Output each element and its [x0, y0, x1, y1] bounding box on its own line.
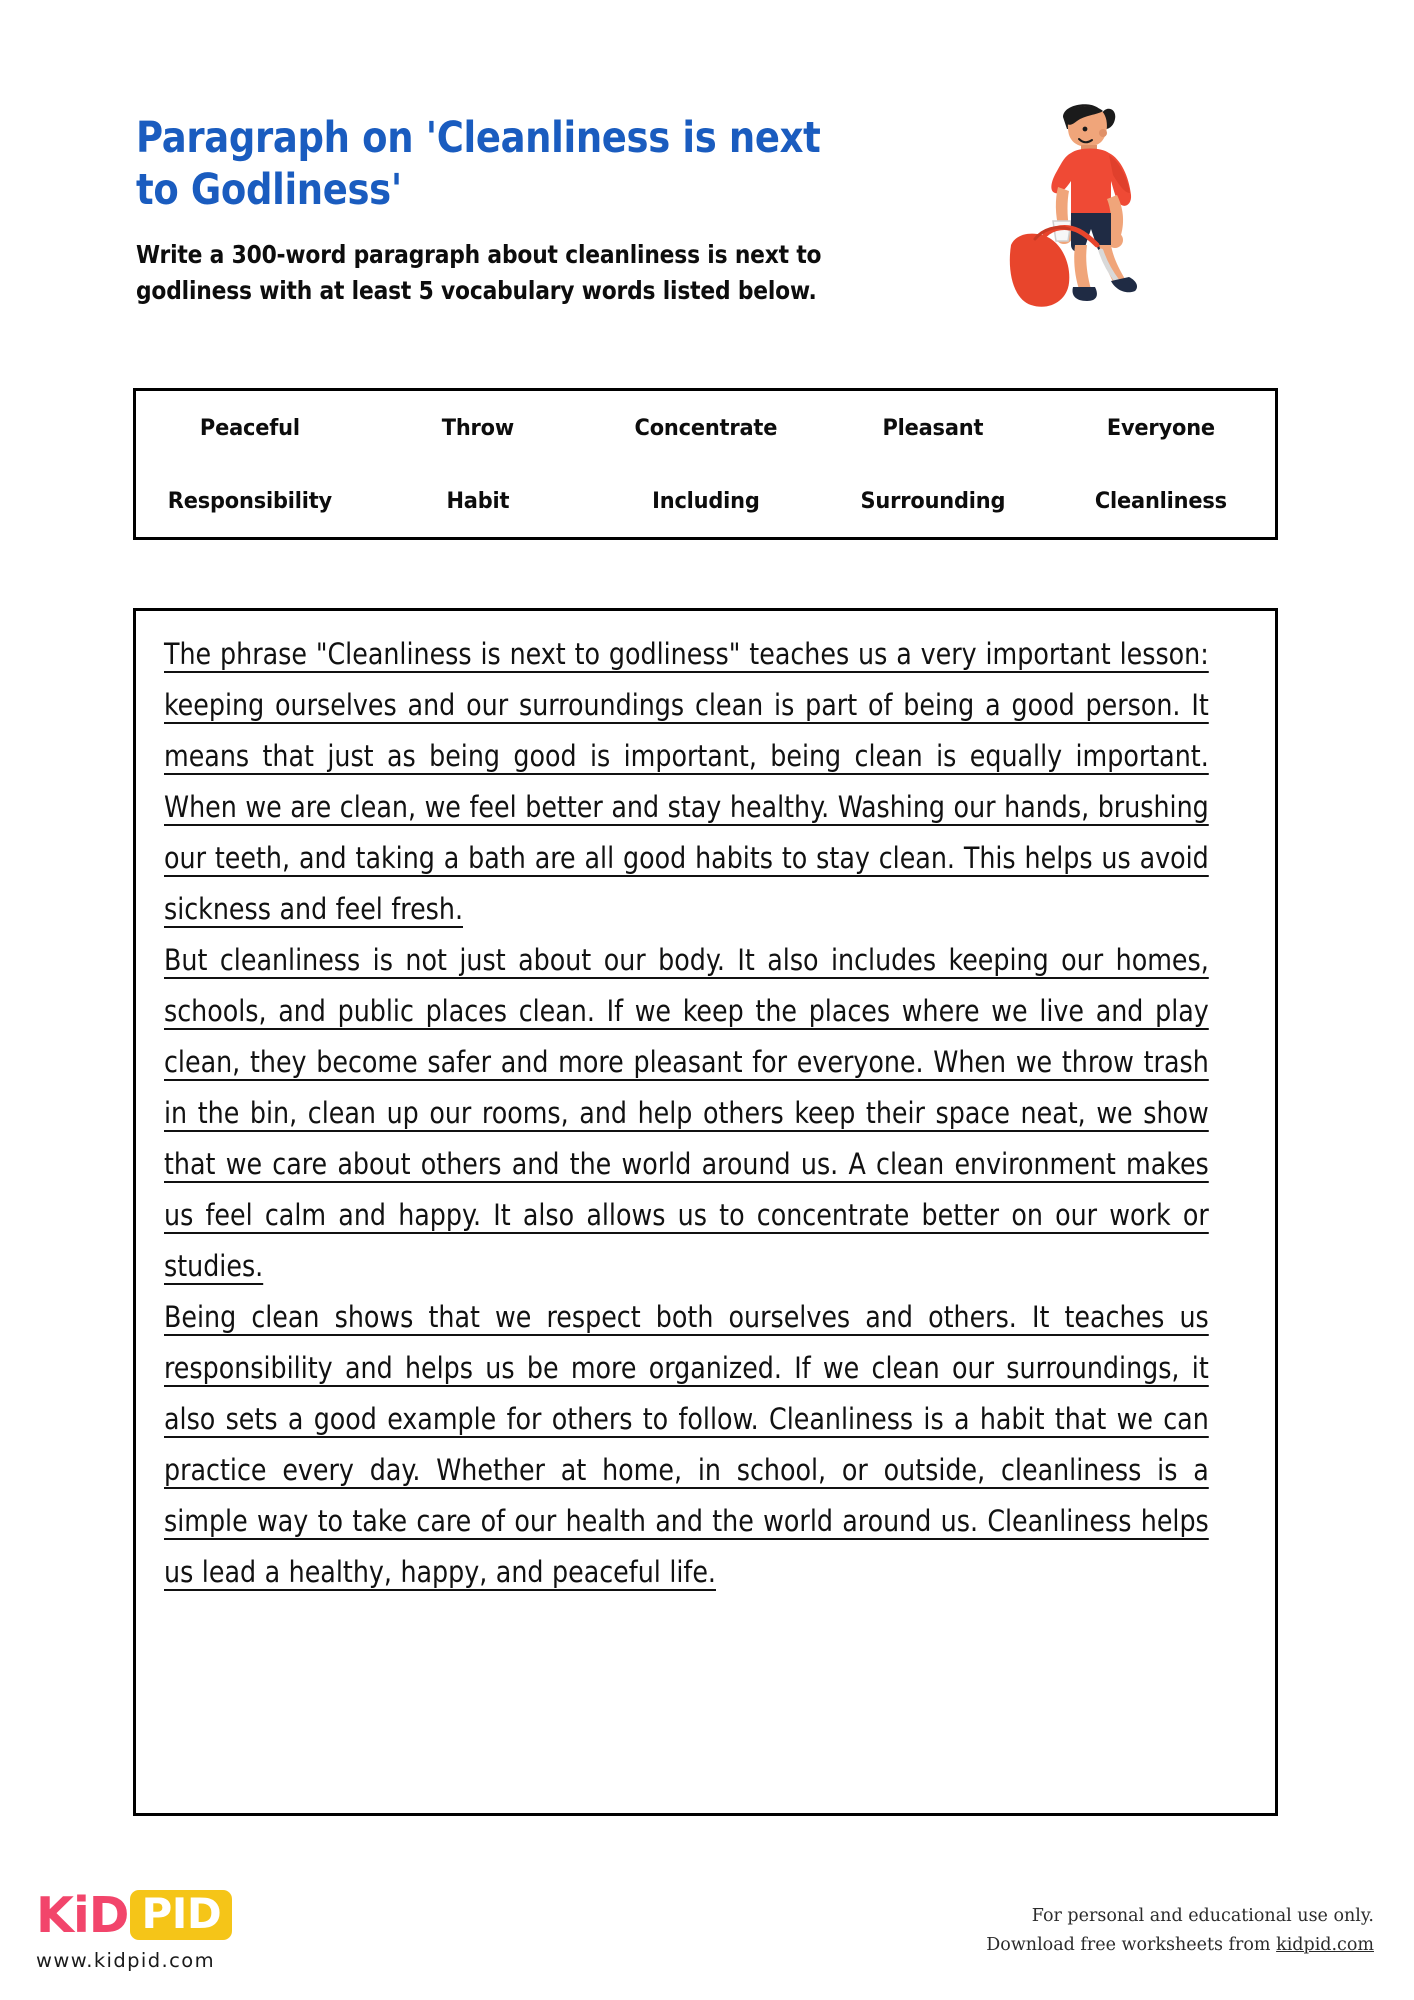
vocabulary-word: Cleanliness	[1095, 487, 1228, 514]
vocabulary-word: Including	[651, 487, 760, 514]
page-instructions: Write a 300-word paragraph about cleanliness is next to godliness with at least 5 vocabulary words listed below.	[136, 239, 822, 306]
vocabulary-word: Peaceful	[199, 414, 300, 441]
vocabulary-row	[136, 391, 1275, 464]
logo-wordmark	[36, 1886, 356, 1944]
kidpid-logo	[36, 1886, 356, 1972]
footer-kidpid-link[interactable]: kidpid.com	[1276, 1935, 1374, 1956]
vocabulary-word: Concentrate	[634, 414, 777, 441]
vocabulary-word: Everyone	[1107, 414, 1216, 441]
vocabulary-word: Surrounding	[860, 487, 1006, 514]
logo-kid-text: KiD	[36, 1886, 129, 1944]
vocabulary-word: Habit	[446, 487, 510, 514]
footer-usage-note	[986, 1902, 1374, 1961]
vocabulary-word: Responsibility	[167, 487, 332, 514]
answer-paragraph-box[interactable]	[133, 608, 1278, 1816]
page-title: Paragraph on 'Cleanliness is next to Godliness'	[136, 113, 821, 216]
footer-note-line-2	[986, 1931, 1374, 1960]
footer-note-prefix: Download free worksheets from	[986, 1935, 1277, 1956]
vocabulary-word: Throw	[441, 414, 514, 441]
logo-pid-text: PID	[141, 1889, 222, 1938]
boy-picking-up-litter-illustration	[1005, 95, 1195, 320]
answer-paragraph: The phrase "Cleanliness is next to godliness" teaches us a very important lesson: keeping ourselves and our surroundings clean is part of being a good person. It means that just as being good is important, being clean is equally important. When we are clean, we feel better and stay healthy. Washing our hands, brushing our teeth, and taking a bath are all good habits to stay clean. This helps us avoid sickness and feel fresh.	[164, 637, 1209, 926]
answer-paragraph: But cleanliness is not just about our body. It also includes keeping our homes, schools, and public places clean. If we keep the places where we live and play clean, they become safer and more pleasant for everyone. When we throw trash in the bin, clean up our rooms, and help others keep their space neat, we show that we care about others and the world around us. A clean environment makes us feel calm and happy. It also allows us to concentrate better on our work or studies.	[164, 943, 1209, 1283]
logo-pid-badge	[130, 1890, 232, 1940]
vocabulary-row	[136, 464, 1275, 537]
answer-paragraph: Being clean shows that we respect both ourselves and others. It teaches us responsibility and helps us be more organized. If we clean our surroundings, it also sets a good example for others to follow. Cleanliness is a habit that we can practice every day. Whether at home, in school, or outside, cleanliness is a simple way to take care of our health and the world around us. Cleanliness helps us lead a healthy, happy, and peaceful life.	[164, 1300, 1209, 1589]
footer-note-line-1: For personal and educational use only.	[1031, 1906, 1374, 1926]
vocabulary-word-box	[133, 388, 1278, 540]
logo-website-url: www.kidpid.com	[36, 1949, 215, 1972]
vocabulary-word: Pleasant	[882, 414, 984, 441]
